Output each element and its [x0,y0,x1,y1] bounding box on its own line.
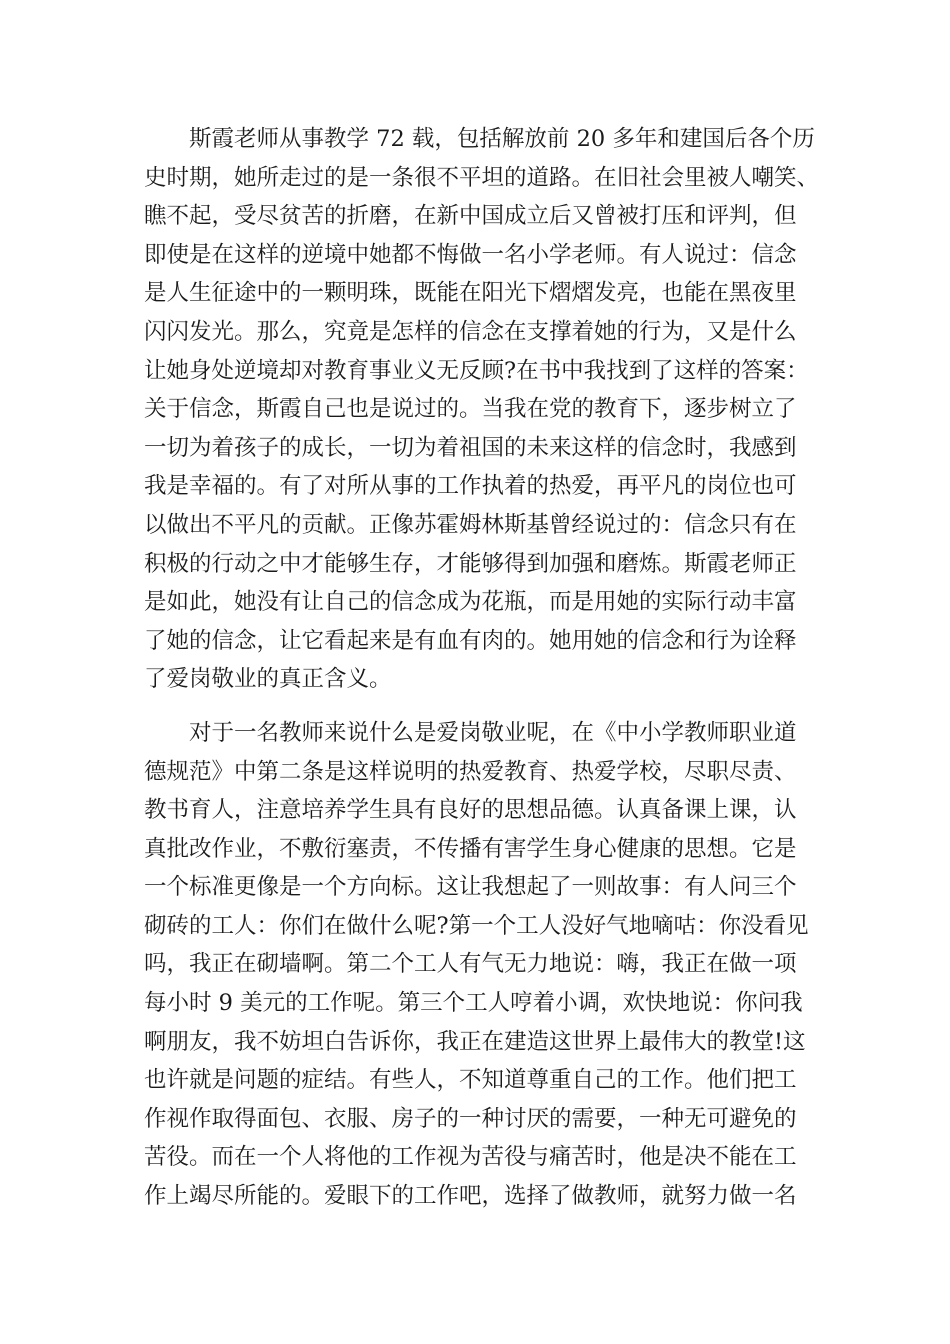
text-line: 一切为着孩子的成长，一切为着祖国的未来这样的信念时，我感到 [144,434,797,461]
text-line: 关于信念，斯霞自己也是说过的。当我在党的教育下，逐步树立了 [144,396,797,423]
text-line: 真批改作业，不敷衍塞责，不传播有害学生身心健康的思想。它是 [144,835,797,862]
text-line: 以做出不平凡的贡献。正像苏霍姆林斯基曾经说过的：信念只有在 [144,511,797,538]
paragraph-2 [144,714,809,1216]
text-line: 让她身处逆境却对教育事业义无反顾?在书中我找到了这样的答案： [144,357,809,384]
text-line: 了她的信念，让它看起来是有血有肉的。她用她的信念和行为诠释 [144,627,797,654]
text-line: 斯霞老师从事教学 72 载，包括解放前 20 多年和建国后各个历 [189,126,815,152]
text-line: 每小时 9 美元的工作呢。第三个工人哼着小调，欢快地说：你问我 [144,990,803,1017]
text-line: 了爱岗敬业的真正含义。 [144,666,392,693]
text-line: 积极的行动之中才能够生存，才能够得到加强和磨炼。斯霞老师正 [144,550,797,577]
paragraph-1 [144,120,820,699]
text-line: 德规范》中第二条是这样说明的热爱教育、热爱学校，尽职尽责、 [144,758,797,785]
text-line: 是如此，她没有让自己的信念成为花瓶，而是用她的实际行动丰富 [144,589,797,616]
text-line: 作上竭尽所能的。爱眼下的工作吧，选择了做教师，就努力做一名 [144,1183,797,1210]
text-line: 啊朋友，我不妨坦白告诉你，我正在建造这世界上最伟大的教堂!这 [144,1028,806,1055]
text-line: 一个标准更像是一个方向标。这让我想起了一则故事：有人问三个 [144,874,797,901]
text-line: 作视作取得面包、衣服、房子的一种讨厌的需要，一种无可避免的 [144,1105,797,1132]
text-line: 瞧不起，受尽贫苦的折磨，在新中国成立后又曾被打压和评判，但 [144,203,797,230]
text-line: 史时期，她所走过的是一条很不平坦的道路。在旧社会里被人嘲笑、 [144,164,820,191]
text-line: 也许就是问题的症结。有些人，不知道尊重自己的工作。他们把工 [144,1067,797,1094]
text-line: 苦役。而在一个人将他的工作视为苦役与痛苦时，他是决不能在工 [144,1144,797,1171]
text-line: 即使是在这样的逆境中她都不悔做一名小学老师。有人说过：信念 [144,241,797,268]
text-line: 吗，我正在砌墙啊。第二个工人有气无力地说：嗨，我正在做一项 [144,951,797,978]
text-line: 教书育人，注意培养学生具有良好的思想品德。认真备课上课，认 [144,797,797,824]
text-line: 闪闪发光。那么，究竟是怎样的信念在支撑着她的行为，又是什么 [144,318,797,345]
text-line: 是人生征途中的一颗明珠，既能在阳光下熠熠发亮，也能在黑夜里 [144,280,797,307]
document-page [144,120,820,1216]
text-line: 对于一名教师来说什么是爱岗敬业呢，在《中小学教师职业道 [189,719,797,746]
text-line: 我是幸福的。有了对所从事的工作执着的热爱，再平凡的岗位也可 [144,473,797,500]
text-line: 砌砖的工人：你们在做什么呢?第一个工人没好气地嘀咕：你没看见 [144,912,809,939]
